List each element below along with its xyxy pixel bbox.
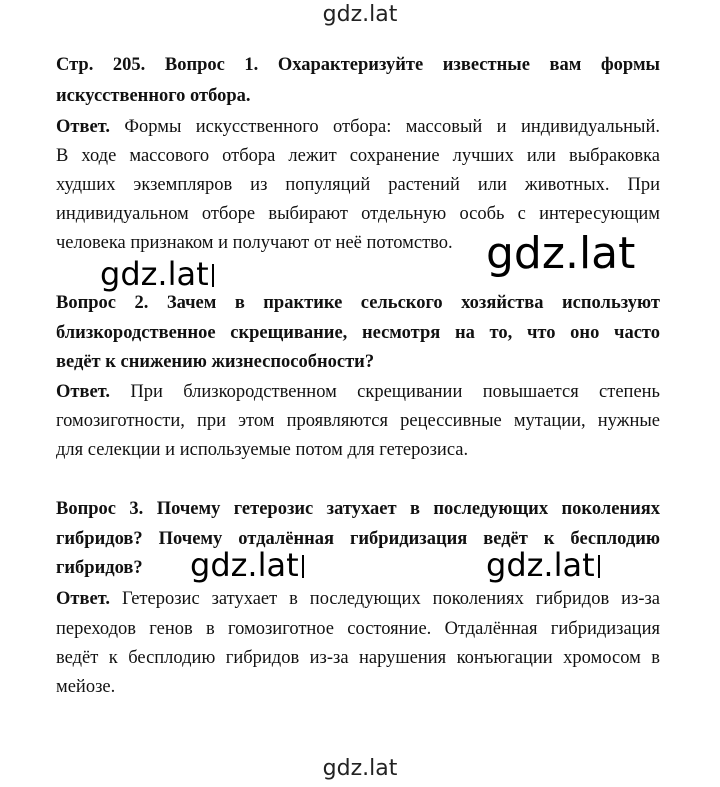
q1-answer-line-5: человека признаком и получают от неё потомство. <box>56 233 453 253</box>
watermark-q3-right-text: gdz.lat <box>486 546 595 584</box>
watermark-q3-left <box>190 546 304 584</box>
q1-answer-line-1 <box>56 118 660 137</box>
watermark-cursor-bar <box>302 555 304 578</box>
watermark-q3-right <box>486 546 600 584</box>
watermark-bottom: gdz.lat <box>322 756 398 781</box>
q2-answer-line-1 <box>56 383 660 402</box>
q1-header-line-2: искусственного отбора. <box>56 86 251 106</box>
watermark-cursor-bar <box>212 264 214 287</box>
q2-answer-label: Ответ. <box>56 382 111 402</box>
q3-answer-line-2: переходов генов в гомозиготное состояние. Отдалённая гибридизация <box>56 619 660 639</box>
q3-answer-text-1: Гетерозис затухает в последующих поколениях гибридов из-за <box>121 589 660 609</box>
q3-header-line-2: гибридов? Почему отдалённая гибридизация ведёт к бесплодию <box>56 529 660 549</box>
watermark-cursor-bar <box>598 555 600 578</box>
q2-answer-line-3: для селекции и используемые потом для гетерозиса. <box>56 440 469 460</box>
q3-answer-line-4: мейозе. <box>56 677 116 697</box>
q3-answer-label: Ответ. <box>56 589 111 609</box>
q3-header-line-3: гибридов? <box>56 558 143 578</box>
q2-header-line-2: близкородственное скрещивание, несмотря на то, что оно часто <box>56 323 660 343</box>
watermark-large-text: gdz.lat <box>486 228 636 279</box>
q1-header-line-1: Стр. 205. Вопрос 1. Охарактеризуйте известные вам формы <box>56 55 660 75</box>
watermark-mid-left-text: gdz.lat <box>100 255 209 293</box>
q3-answer-line-3: ведёт к бесплодию гибридов из-за нарушения конъюгации хромосом в <box>56 648 660 668</box>
q3-header-line-1: Вопрос 3. Почему гетерозис затухает в последующих поколениях <box>56 499 660 519</box>
watermark-mid-left <box>100 255 214 293</box>
q3-answer-line-1 <box>56 590 660 609</box>
q1-answer-line-3: худших экземпляров из популяций растений или животных. При <box>56 175 660 195</box>
q2-answer-line-2: гомозиготности, при этом проявляются рецессивные мутации, нужные <box>56 411 660 431</box>
q1-answer-text-1: Формы искусственного отбора: массовый и индивидуальный. <box>124 117 661 137</box>
q2-answer-text-1: При близкородственном скрещивании повышается степень <box>130 382 660 402</box>
q1-answer-label: Ответ. <box>56 117 111 137</box>
q1-answer-line-4: индивидуальном отборе выбирают отдельную особь с интересующим <box>56 204 660 224</box>
watermark-top: gdz.lat <box>322 2 398 27</box>
q1-answer-line-2: В ходе массового отбора лежит сохранение лучших или выбраковка <box>56 146 660 166</box>
watermark-large <box>486 228 636 279</box>
watermark-q3-left-text: gdz.lat <box>190 546 299 584</box>
q2-header-line-3: ведёт к снижению жизнеспособности? <box>56 352 375 372</box>
q2-header-line-1: Вопрос 2. Зачем в практике сельского хозяйства используют <box>56 293 660 313</box>
